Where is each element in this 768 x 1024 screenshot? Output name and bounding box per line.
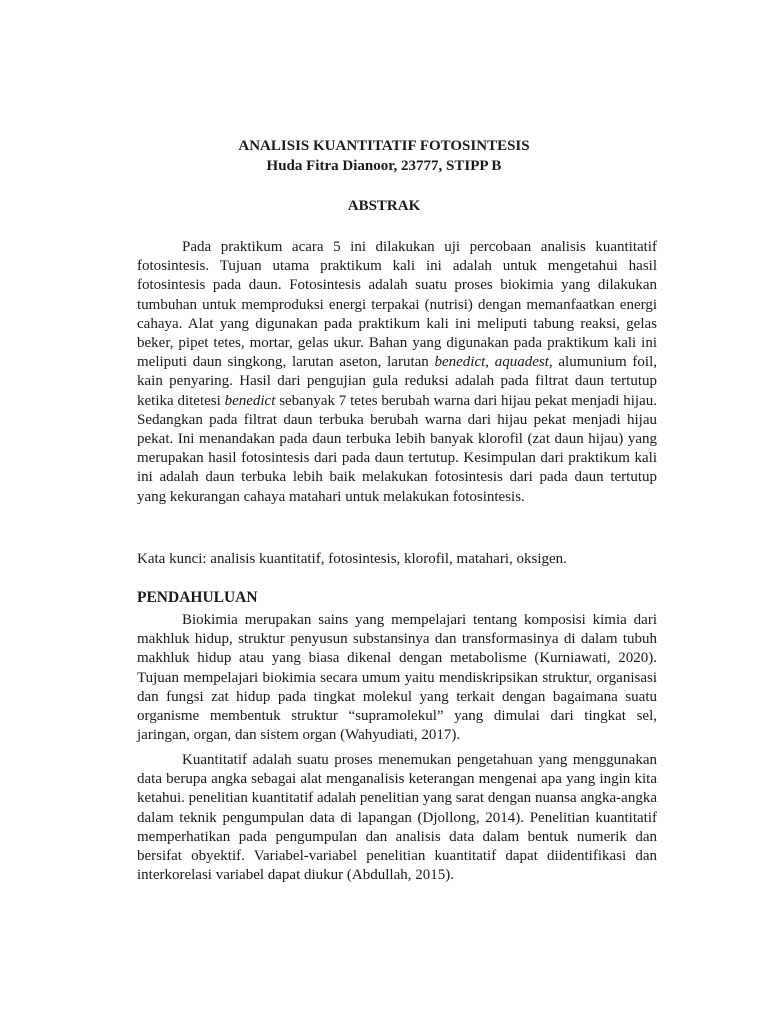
- abstract-body: [137, 238, 657, 507]
- abstract-italic-benedict-2: benedict: [224, 392, 276, 409]
- abstract-heading: ABSTRAK: [347, 198, 421, 214]
- abstract-text-part-4: sebanyak 7 tetes berubah warna dari hijau pekat menjadi hijau. Sedangkan pada filtrat daun terbuka berubah warna dari hijau pekat menjadi hijau pekat. Ini menandakan pada daun terbuka lebih banyak klorofil (zat daun hijau) yang merupakan hasil fotosintesis dari pada daun tertutup. Kesimpulan dari praktikum kali ini adalah daun terbuka lebih baik melakukan fotosintesis dari pada daun tertutup yang kekurangan cahaya matahari untuk melakukan fotosintesis.: [137, 392, 657, 505]
- abstract-text-part-2: ,: [485, 354, 495, 371]
- intro-paragraph-2: [137, 751, 657, 885]
- keywords-text: Kata kunci: analisis kuantitatif, fotosintesis, klorofil, matahari, oksigen.: [137, 551, 567, 567]
- abstract-italic-aquadest: aquadest: [494, 354, 549, 371]
- section-heading-pendahuluan: PENDAHULUAN: [137, 589, 258, 606]
- abstract-paragraph: [137, 238, 657, 507]
- intro-paragraph-1: [137, 611, 657, 745]
- intro-paragraph-1-text: Biokimia merupakan sains yang mempelajari tentang komposisi kimia dari makhluk hidup, struktur penyusun substansinya dan transformasinya di dalam tubuh makhluk hidup atau yang biasa dikenal dengan metabolisme (Kurniawati, 2020). Tujuan mempelajari biokimia secara umum yaitu mendiskripsikan struktur, organisasi dan fungsi zat hidup pada tingkat molekul yang terkait dengan bagaimana suatu organisme membentuk struktur “supramolekul” yang dimulai dari tingkat sel, jaringan, organ, dan sistem organ (Wahyudiati, 2017).: [137, 612, 657, 744]
- abstract-text-part-3: , alumunium foil, kain penyaring. Hasil dari pengujian gula reduksi adalah pada filtrat daun tertutup ketika ditetesi: [137, 354, 657, 409]
- author-line: Huda Fitra Dianoor, 23777, STIPP B: [266, 158, 502, 174]
- document-title: ANALISIS KUANTITATIF FOTOSINTESIS: [238, 138, 530, 154]
- abstract-text-part-1: Pada praktikum acara 5 ini dilakukan uji percobaan analisis kuantitatif fotosintesis. Tujuan utama praktikum kali ini adalah untuk mengetahui hasil fotosintesis pada daun. Fotosintesis adalah suatu proses biokimia yang dilakukan tumbuhan untuk memproduksi energi terpakai (nutrisi) dengan memanfaatkan energi cahaya. Alat yang digunakan pada praktikum kali ini meliputi tabung reaksi, gelas beker, pipet tetes, mortar, gelas ukur. Bahan yang digunakan pada praktikum kali ini meliputi daun singkong, larutan aseton, larutan: [137, 239, 657, 371]
- keywords: [137, 550, 657, 569]
- abstract-italic-benedict: benedict: [434, 354, 486, 371]
- intro-paragraph-2-text: Kuantitatif adalah suatu proses menemukan pengetahuan yang menggunakan data berupa angka sebagai alat menganalisis keterangan mengenai apa yang ingin kita ketahui. penelitian kuantitatif adalah penelitian yang sarat dengan nuansa angka-angka dalam teknik pengumpulan data di lapangan (Djollong, 2014). Penelitian kuantitatif memperhatikan pada pengumpulan dan analisis data dalam bentuk numerik dan bersifat obyektif. Variabel-variabel penelitian kuantitatif dapat diidentifikasi dan interkorelasi variabel dapat diukur (Abdullah, 2015).: [137, 752, 657, 884]
